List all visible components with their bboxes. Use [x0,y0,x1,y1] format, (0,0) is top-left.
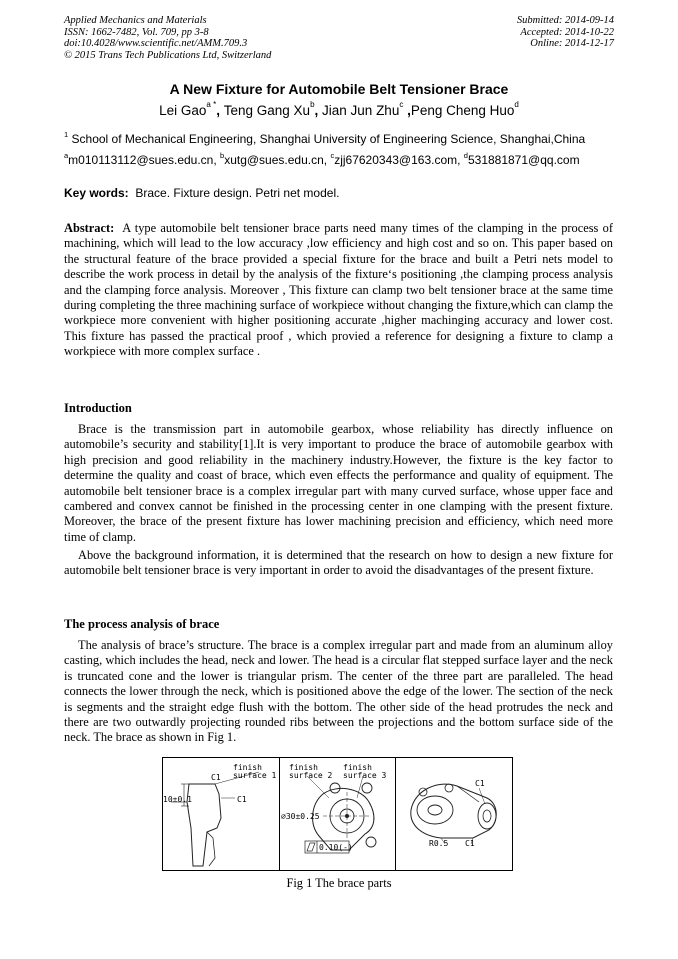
finish-label: finish [233,763,262,772]
running-header-left [64,15,364,61]
chamfer-label: C1 [211,773,221,782]
author-affil-mark: d [514,100,519,109]
author-affil-mark: a * [206,100,217,109]
online-date: Online: 2014-12-17 [530,38,614,50]
journal-name: Applied Mechanics and Materials [64,15,207,26]
email-link[interactable]: 531881871@qq.com [467,153,580,167]
keywords-text: Brace. Fixture design. Petri net model. [135,186,340,200]
submitted-date: Submitted: 2014-09-14 [516,15,614,26]
author-affil-mark: b [310,100,315,109]
email-link[interactable]: zjj67620343@163.com [334,153,458,167]
intro-paragraph-2: Above the background information, it is determined that the research on how to design a new fixture for automobile belt tensioner brace is very important in order to avoid the disadvantages of the present fixture. [64,548,613,578]
affiliation-text: School of Mechanical Engineering, Shanghai University of Engineering Science, Shanghai,China [71,132,586,146]
radius-label: R0.5 [429,839,449,848]
keywords [64,186,339,200]
email-mark: a [64,151,69,160]
email-mark: b [220,151,225,160]
author-name: Peng Cheng Huo [410,103,515,118]
affiliation-mark: 1 [64,130,69,139]
finish-label: finish [289,763,318,772]
figure-caption: Fig 1 The brace parts [286,876,392,890]
author-name: Jian Jun Zhu [322,103,400,118]
section-heading-introduction: Introduction [64,401,132,415]
paper-title: A New Fixture for Automobile Belt Tensioner Brace [169,81,509,97]
figure-panel-top-view [279,758,396,870]
affiliation [64,130,624,146]
email-link[interactable]: xutg@sues.edu.cn [224,153,324,167]
section-heading-process-analysis: The process analysis of brace [64,617,220,631]
author-name: Teng Gang Xu [223,103,311,118]
chamfer-label: C1 [475,779,485,788]
doi-line[interactable]: doi:10.4028/www.scientific.net/AMM.709.3 [64,38,248,50]
dimension-label: 10±0.1 [163,795,192,804]
figure-panel-side-view [163,758,280,870]
diameter-label: ⌀30±0.25 [281,812,320,821]
accepted-date: Accepted: 2014-10-22 [520,26,614,38]
figure-1 [162,757,513,871]
abstract-label: Abstract: [64,221,115,235]
author-list: Lei Gao$^{a *}$, Teng Gang Xu$^b$, Jian Jun Zhu$^c$ ,Peng Cheng Huo$^d$ [159,100,519,118]
iso-view-drawing [395,758,512,870]
surface-label: surface 2 [289,771,333,780]
process-paragraph-1: The analysis of brace’s structure. The brace is a complex irregular part and made from an aluminum alloy casting, which includes the head, neck and lower. The head is a circular flat stepped surface layer and the neck is truncated cone and the lower is triangular prism. The center of the three part are paralleled. The head connects the lower through the neck, which is positioned above the edge of the lower. The section of the neck is segments and the straight edge flush with the bottom. The other side of the head protrudes the neck and there are two outwardly projecting rounded ribs between the projections and the bottom surface side of the neck. The brace as shown in Fig 1. [64,638,613,745]
surface-label: surface 1 [233,771,277,780]
intro-paragraph-1: Brace is the transmission part in automobile gearbox, whose reliability has directly influence on automobile’s security and stability[1].It is very important to produce the brace of automobile gearbox with high precision and good reliability in the machinery industry.However, the fixture is the key factor to determine the quality and coast of brace, which even effects the performance and quality of equipment. The automobile belt tensioner brace is a complex irregular part with many curved surface, whose upper face and cambered and convex cannot be finished in the processing center in one clamping with the present fixture. Moreover, the brace of the present fixture has lower machining precision and efficiency, which need more time of clamp. [64,422,613,544]
abstract-text: A type automobile belt tensioner brace parts need many times of the clamping in the process of machining, which will lead to the low accuracy ,low efficiency and high cost and so on. This paper based on the structural feature of the brace provided a special fixture for the brace and built a Petri nets model to describe the work process in detail by the analysis of the fixture‘s positioning ,the clamping process analysis and the clamping force analysis. Moreover , This fixture can clamp two belt tensioner brace at the same time during completing the three machining surface of workpiece without changing the fixture,which can clamp the workpiece more convenient with higher positioning accurate ,higher machinging accuracy and lower cost. This fixture has passed the practical proof , which provied a reference for designing a fixture to clamp a workpiece with more complex surface . [64,221,613,359]
email-mark: c [330,151,335,160]
tolerance-label: 0.10(-) [319,843,353,852]
author-affil-mark: c [399,100,404,109]
figure-panel-iso-view [395,758,512,870]
running-header-right [354,15,614,50]
abstract [64,221,613,360]
email-list: $^a$m010113112@sues.edu.cn, $^b$xutg@sues.edu.cn, $^c$zjj67620343@163.com, $^d$531881871@qq.com [64,151,580,167]
finish-label: finish [343,763,372,772]
email-mark: d [463,151,468,160]
chamfer-label: C1 [237,795,247,804]
email-link[interactable]: m010113112@sues.edu.cn [68,153,214,167]
author-name: Lei Gao [159,103,207,118]
surface-label: surface 3 [343,771,387,780]
issn-line: ISSN: 1662-7482, Vol. 709, pp 3-8 [64,26,209,38]
chamfer-label: C1 [465,839,475,848]
keywords-label: Key words: [64,186,129,200]
copyright-line: © 2015 Trans Tech Publications Ltd, Switzerland [64,49,272,61]
